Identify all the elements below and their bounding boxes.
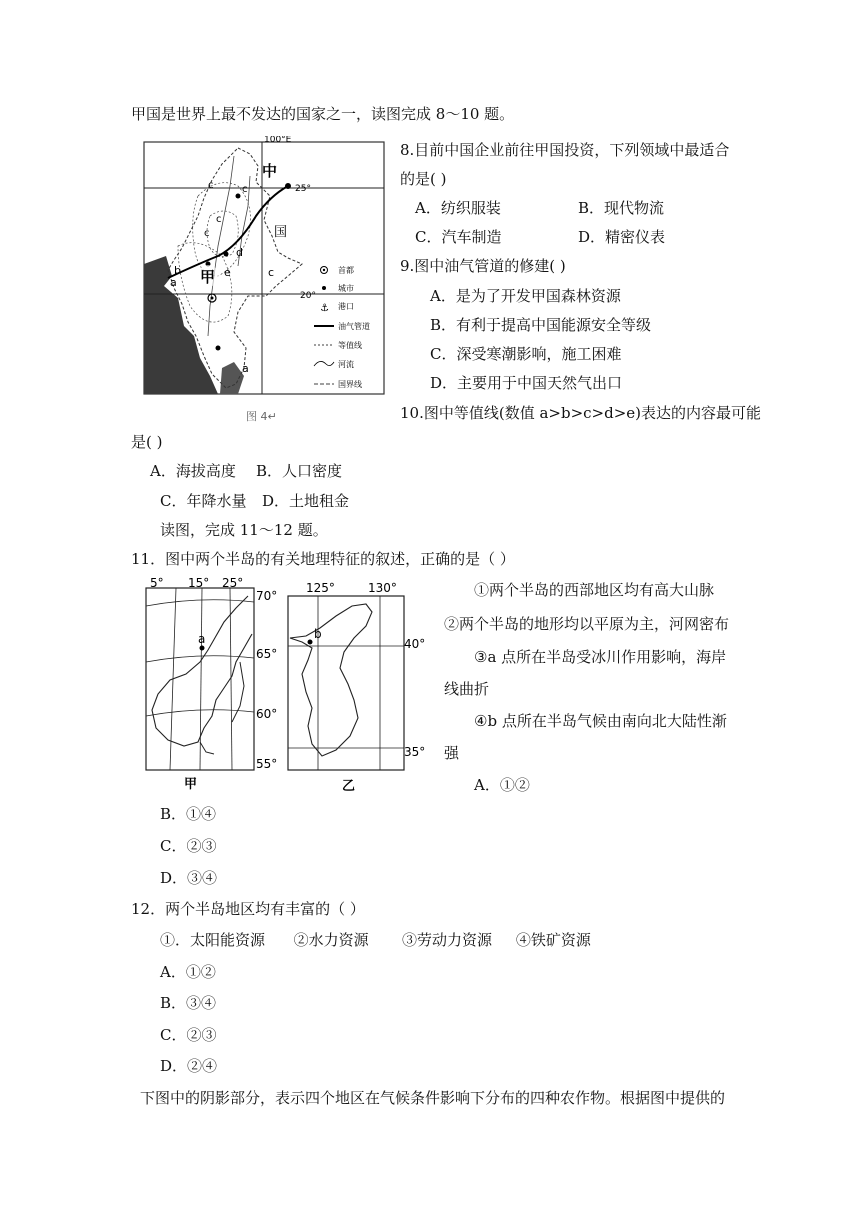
china-char-1: 中 bbox=[262, 162, 278, 180]
legend-capital: 首都 bbox=[338, 266, 354, 275]
q8-option-d: D．精密仪表 bbox=[578, 228, 666, 246]
legend-pipeline: 油气管道 bbox=[338, 322, 370, 331]
q11-statement-4-line2: 强 bbox=[444, 744, 460, 762]
lat-label-25: 25° bbox=[295, 184, 311, 194]
q8-stem-line1: 8.目前中国企业前往甲国投资，下列领域中最适合 bbox=[400, 141, 730, 159]
point-b: b bbox=[314, 627, 322, 641]
q11-statement-1: ①两个半岛的西部地区均有高大山脉 bbox=[474, 581, 715, 599]
contour-letter-7: d bbox=[236, 246, 243, 259]
q11-statement-3-line1: ③a 点所在半岛受冰川作用影响，海岸 bbox=[474, 648, 727, 666]
intro-11-12: 读图，完成 11～12 题。 bbox=[160, 521, 328, 539]
contour-letter-5: b bbox=[174, 264, 181, 277]
q12-option-b: B．③④ bbox=[160, 994, 217, 1012]
left-lon-5: 5° bbox=[150, 576, 164, 590]
contour-letter-2: c bbox=[242, 184, 248, 195]
q10-stem-line2: 是( ) bbox=[131, 433, 163, 451]
q10-stem-line1: 10.图中等值线(数值 a>b>c>d>e)表达的内容最可能 bbox=[400, 404, 762, 422]
right-lon-125: 125° bbox=[306, 581, 335, 595]
lat-label-20: 20° bbox=[300, 291, 316, 301]
q12-option-d: D．②④ bbox=[160, 1057, 218, 1075]
right-lon-130: 130° bbox=[368, 581, 397, 595]
left-lat-70: 70° bbox=[256, 589, 278, 603]
figure-caption: 图 4↵ bbox=[246, 410, 277, 423]
right-map-label: 乙 bbox=[342, 779, 356, 792]
intro-8-10: 甲国是世界上最不发达的国家之一，读图完成 8～10 题。 bbox=[131, 105, 515, 123]
q9-option-d: D．主要用于中国天然气出口 bbox=[430, 374, 623, 392]
q8-option-b: B．现代物流 bbox=[578, 199, 665, 217]
contour-letter-4: c bbox=[204, 228, 210, 239]
lon-label: 100°E bbox=[264, 136, 292, 145]
point-a: a bbox=[198, 632, 206, 646]
q11-stem: 11．图中两个半岛的有关地理特征的叙述，正确的是（ ） bbox=[131, 550, 515, 568]
q10-option-d: D．土地租金 bbox=[262, 492, 350, 510]
q9-stem: 9.图中油气管道的修建( ) bbox=[400, 257, 566, 275]
contour-letter-3: c bbox=[216, 214, 222, 225]
q11-statement-4-line1: ④b 点所在半岛气候由南向北大陆性渐 bbox=[474, 712, 727, 730]
myanmar-map-figure bbox=[138, 136, 390, 426]
left-lon-15: 15° bbox=[188, 576, 210, 590]
q11-option-c: C．②③ bbox=[160, 837, 217, 855]
q10-option-c: C．年降水量 bbox=[160, 492, 247, 510]
q12-option-a: A．①② bbox=[160, 963, 216, 981]
q8-option-c: C．汽车制造 bbox=[415, 228, 502, 246]
q10-option-b: B．人口密度 bbox=[256, 462, 343, 480]
left-lat-60: 60° bbox=[256, 707, 278, 721]
legend-port: 港口 bbox=[338, 302, 354, 311]
q11-option-d: D．③④ bbox=[160, 869, 218, 887]
china-char-2: 国 bbox=[274, 225, 288, 240]
contour-letter-1: c bbox=[208, 180, 214, 191]
legend-river: 河流 bbox=[338, 360, 354, 369]
q12-options-line: ①．太阳能资源 ②水力资源 ③劳动力资源 ④铁矿资源 bbox=[160, 931, 591, 949]
peninsulas-map-figure bbox=[140, 576, 440, 792]
q8-option-a: A．纺织服装 bbox=[415, 199, 501, 217]
legend-city: 城市 bbox=[338, 284, 354, 293]
country-name-label: 甲 bbox=[200, 268, 216, 286]
right-lat-40: 40° bbox=[404, 637, 426, 651]
left-lat-65: 65° bbox=[256, 647, 278, 661]
contour-letter-6: a bbox=[170, 276, 177, 289]
q12-option-c: C．②③ bbox=[160, 1026, 217, 1044]
intro-next: 下图中的阴影部分，表示四个地区在气候条件影响下分布的四种农作物。根据图中提供的 bbox=[140, 1089, 726, 1107]
q9-option-c: C．深受寒潮影响，施工困难 bbox=[430, 345, 622, 363]
left-map-label: 甲 bbox=[184, 777, 198, 792]
contour-letter-8: e bbox=[224, 266, 231, 279]
q11-statement-3-line2: 线曲折 bbox=[444, 680, 490, 698]
q9-option-a: A．是为了开发甲国森林资源 bbox=[430, 287, 621, 305]
right-lat-35: 35° bbox=[404, 745, 426, 759]
q8-stem-line2: 的是( ) bbox=[400, 170, 447, 188]
contour-letter-10: a bbox=[242, 362, 249, 375]
q11-statement-2: ②两个半岛的地形均以平原为主，河网密布 bbox=[444, 615, 730, 633]
left-lon-25: 25° bbox=[222, 576, 244, 590]
q11-option-b: B．①④ bbox=[160, 805, 217, 823]
legend-contour: 等值线 bbox=[338, 341, 362, 350]
q10-option-a: A．海拔高度 bbox=[150, 462, 236, 480]
legend-border: 国界线 bbox=[338, 380, 362, 389]
left-lat-55: 55° bbox=[256, 757, 278, 771]
q9-option-b: B．有利于提高中国能源安全等级 bbox=[430, 316, 652, 334]
anchor-icon: ⚓ bbox=[320, 303, 329, 314]
contour-letter-9: c bbox=[268, 266, 275, 279]
q12-stem: 12．两个半岛地区均有丰富的（ ） bbox=[131, 900, 365, 918]
q11-option-a: A．①② bbox=[474, 776, 530, 794]
